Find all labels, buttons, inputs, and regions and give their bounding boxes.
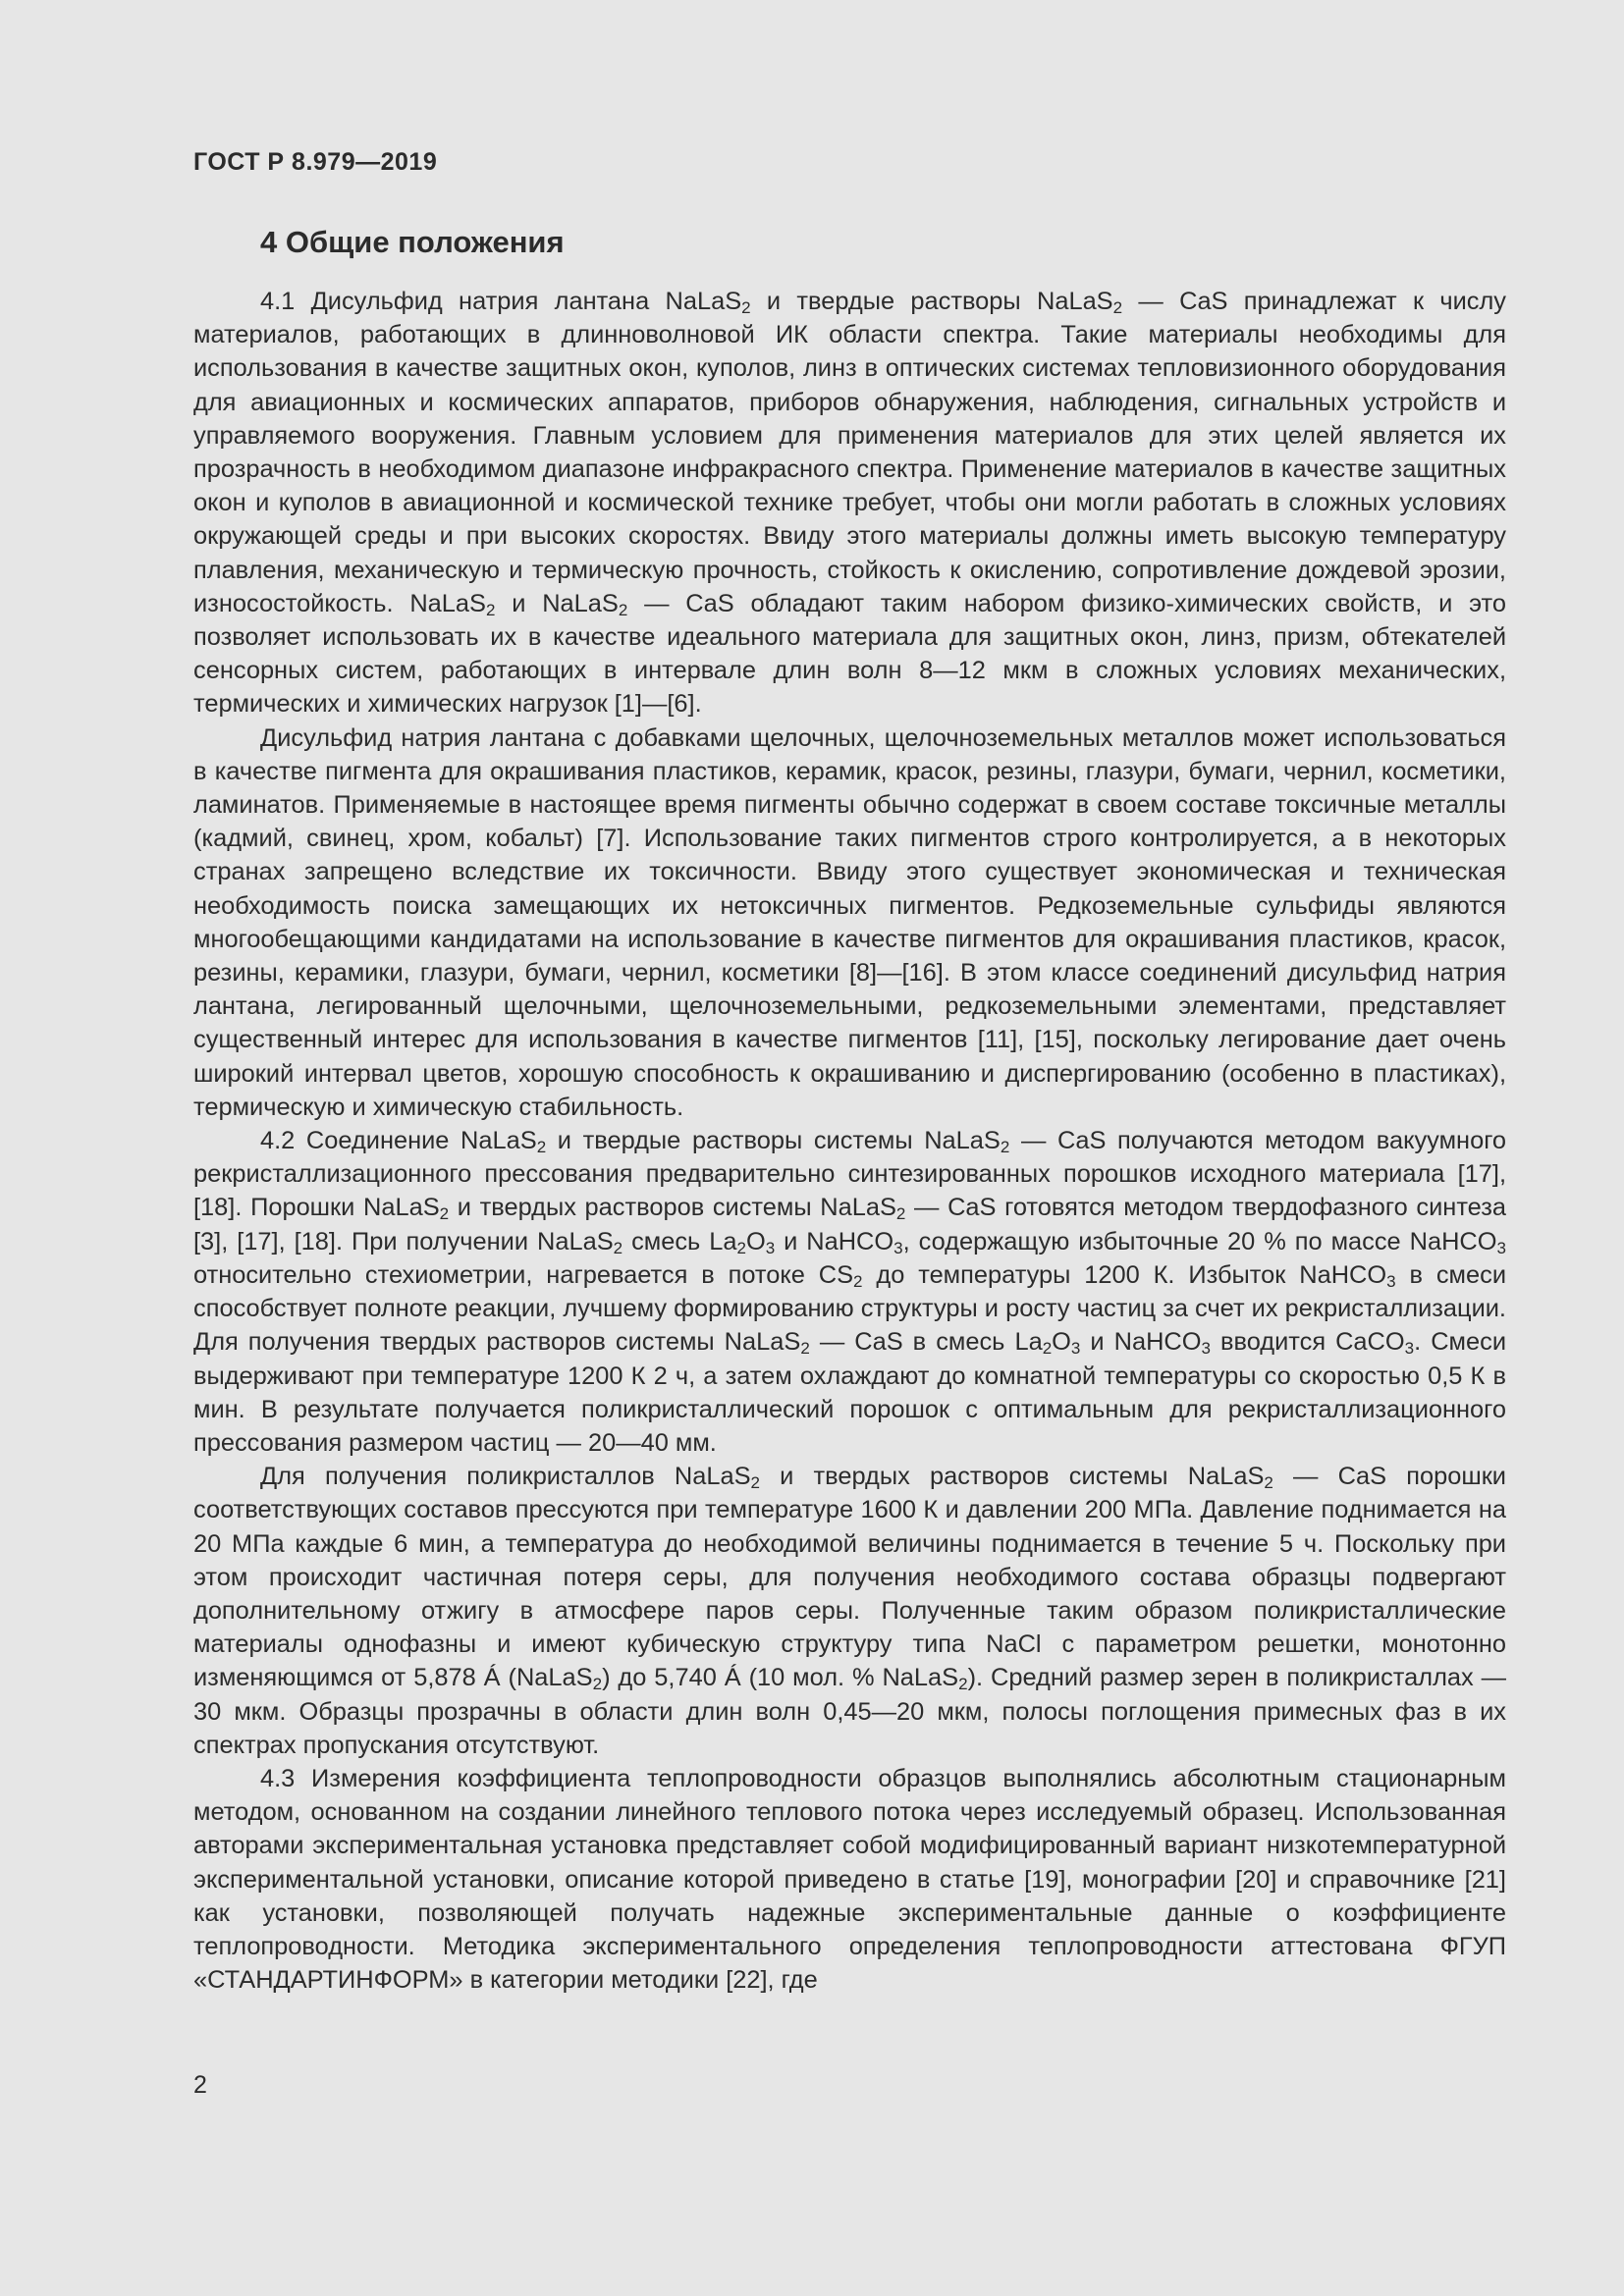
paragraph: [193, 1124, 1506, 1460]
subscript: 3: [1496, 1238, 1506, 1257]
subscript: 2: [1112, 298, 1123, 317]
text-run: — CaS порошки соответствующих составов прессуются при температуре 1600 К и давлении 200 МПа. Давление поднимается на 20 МПа каждые 6 мин, а температура до необходимой величины поднимается в течение 5 ч. Поскольку при этом происходит частичная потеря серы, для получения необходимого состава образцы подвергают дополнительному отжигу в атмосфере паров серы. Полученные таким образом поликристаллические материалы однофазны и имеют кубическую структуру типа NaCl с параметром решетки, монотонно изменяющимся от 5,878 Á (NaLaS: [193, 1463, 1506, 1692]
subscript: 2: [536, 1138, 547, 1157]
text-run: и твердых растворов системы NaLaS: [759, 1463, 1265, 1491]
text-run: — CaS в смесь La: [809, 1328, 1043, 1357]
text-run: ). Средний размер зерен в поликристаллах — 30 мкм. Образцы прозрачны в области длин волн 0,45—20 мкм, полосы поглощения примесных фаз в их спектрах пропускания отсутствуют.: [193, 1664, 1506, 1759]
text-run: и твердых растворов системы NaLaS: [449, 1194, 896, 1222]
subscript: 2: [439, 1204, 450, 1224]
text-run: и NaLaS: [495, 589, 619, 617]
text-run: вводится CaCO: [1210, 1328, 1405, 1357]
text-run: 4.2 Соединение NaLaS: [260, 1127, 537, 1155]
subscript: 2: [736, 1238, 746, 1257]
body-text: [193, 285, 1506, 1997]
text-run: в смеси способствует полноте реакции, лучшему формированию структуры и росту частиц за счет их рекристаллизации. Для получения твердых растворов системы NaLaS: [193, 1260, 1507, 1357]
paragraph: [193, 1762, 1506, 1997]
subscript: 3: [1404, 1339, 1415, 1359]
text-run: и NaHCO: [775, 1227, 894, 1255]
text-run: Для получения поликристаллов NaLaS: [260, 1463, 751, 1491]
text-run: Дисульфид натрия лантана с добавками щелочных, щелочноземельных металлов может использоваться в качестве пигмента для окрашивания пластиков, керамик, красок, резины, глазури, бумаги, чернил, косметики, ламинатов. Применяемые в настоящее время пигменты обычно содержат в своем составе токсичные металлы (кадмий, свинец, хром, кобальт) [7]. Использование таких пигментов строго контролируется, а в некоторых странах запрещено вследствие их токсичности. Ввиду этого существует экономическая и техническая необходимость поиска замещающих их нетоксичных пигментов. Редкоземельные сульфиды являются многообещающими кандидатами на использование в качестве пигментов для окрашивания пластиков, красок, резины, керамики, глазури, бумаги, чернил, косметики [8]—[16]. В этом классе соединений дисульфид натрия лантана, легированный щелочными, щелочноземельными, редкоземельными элементами, представляет существенный интерес для использования в качестве пигментов [11], [15], поскольку легирование дает очень широкий интервал цветов, хорошую способность к окрашиванию и диспергированию (особенно в пластиках), термическую и химическую стабильность.: [193, 723, 1506, 1121]
text-run: и твердые растворы системы NaLaS: [546, 1127, 1001, 1155]
paragraph: [193, 721, 1506, 1124]
text-run: 4.1 Дисульфид натрия лантана NaLaS: [260, 288, 742, 315]
subscript: 3: [1201, 1339, 1211, 1359]
text-run: — CaS получаются методом вакуумного рекристаллизационного прессования предварительно синтезированных порошков исходного материала [17], [18]. Порошки NaLaS: [193, 1127, 1507, 1222]
text-run: относительно стехиометрии, нагревается в потоке CS: [193, 1260, 854, 1289]
text-run: и NaHCO: [1080, 1328, 1202, 1357]
subscript: 2: [1264, 1473, 1273, 1493]
text-run: — CaS принадлежат к числу материалов, работающих в длинноволновой ИК области спектра. Такие материалы необходимы для использования в качестве защитных окон, куполов, линз в оптических системах тепловизионного оборудования для авиационных и космических аппаратов, приборов обнаружения, наблюдения, сигнальных устройств и управляемого вооружения. Главным условием для применения материалов для этих целей является их прозрачность в необходимом диапазоне инфракрасного спектра. Применение материалов в качестве защитных окон и куполов в авиационной и космической технике требует, чтобы они могли работать в сложных условиях окружающей среды и при высоких скоростях. Ввиду этого материалы должны иметь высокую температуру плавления, механическую и термическую прочность, стойкость к окислению, сопротивление дождевой эрозии, износостойкость. NaLaS: [193, 288, 1506, 617]
text-run: — CaS готовятся методом твердофазного синтеза [3], [17], [18]. При получении NaLaS: [193, 1194, 1506, 1255]
text-run: . Смеси выдерживают при температуре 1200 К 2 ч, а затем охлаждают до комнатной температуры со скоростью 0,5 К в мин. В результате получается поликристаллический порошок с оптимальным для рекристаллизационного прессования размером частиц — 20—40 мм.: [193, 1328, 1507, 1457]
subscript: 2: [1000, 1138, 1010, 1157]
subscript: 2: [592, 1675, 603, 1694]
subscript: 3: [893, 1238, 903, 1257]
text-run: смесь La: [623, 1227, 737, 1255]
section-title: 4 Общие положения: [260, 225, 565, 259]
paragraph: [193, 285, 1506, 721]
text-run: 4.3 Измерения коэффициента теплопроводности образцов выполнялись абсолютным стационарным методом, основанном на создании линейного теплового потока через исследуемый образец. Использованная авторами экспериментальная установка представляет собой модифицированный вариант низкотемпературной экспериментальной установки, описание которой приведено в статье [19], монографии [20] и справочнике [21] как установки, позволяющей получать надежные экспериментальные данные о коэффициенте теплопроводности. Методика экспериментального определения теплопроводности аттестована ФГУП «СТАНДАРТИНФОРМ» в категории методики [22], где: [193, 1764, 1506, 1995]
subscript: 2: [750, 1473, 760, 1493]
text-run: — CaS обладают таким набором физико-химических свойств, и это позволяет использовать их в качестве идеального материала для защитных окон, линз, призм, обтекателей сенсорных систем, работающих в интервале длин волн 8—12 мкм в сложных условиях механических, термических и химических нагрузок [1]—[6].: [193, 589, 1506, 719]
subscript: 2: [613, 1238, 623, 1257]
document-header: ГОСТ Р 8.979—2019: [193, 148, 438, 176]
subscript: 2: [741, 298, 751, 317]
subscript: 2: [958, 1675, 968, 1694]
text-run: ) до 5,740 Á (10 мол. % NaLaS: [602, 1664, 959, 1692]
page-number: 2: [193, 2071, 207, 2099]
text-run: O: [745, 1227, 766, 1255]
subscript: 2: [853, 1271, 863, 1291]
subscript: 2: [1042, 1339, 1053, 1359]
subscript: 2: [485, 600, 496, 619]
text-run: O: [1052, 1328, 1071, 1357]
text-run: до температуры 1200 К. Избыток NaHCO: [862, 1260, 1387, 1289]
subscript: 2: [895, 1204, 906, 1224]
subscript: 2: [618, 600, 628, 619]
text-run: и твердые растворы NaLaS: [750, 288, 1113, 315]
subscript: 2: [800, 1339, 810, 1359]
paragraph: [193, 1460, 1506, 1762]
text-run: , содержащую избыточные 20 % по массе NaHCO: [902, 1227, 1497, 1255]
subscript: 3: [1070, 1339, 1081, 1359]
subscript: 3: [765, 1238, 776, 1257]
subscript: 3: [1386, 1271, 1396, 1291]
